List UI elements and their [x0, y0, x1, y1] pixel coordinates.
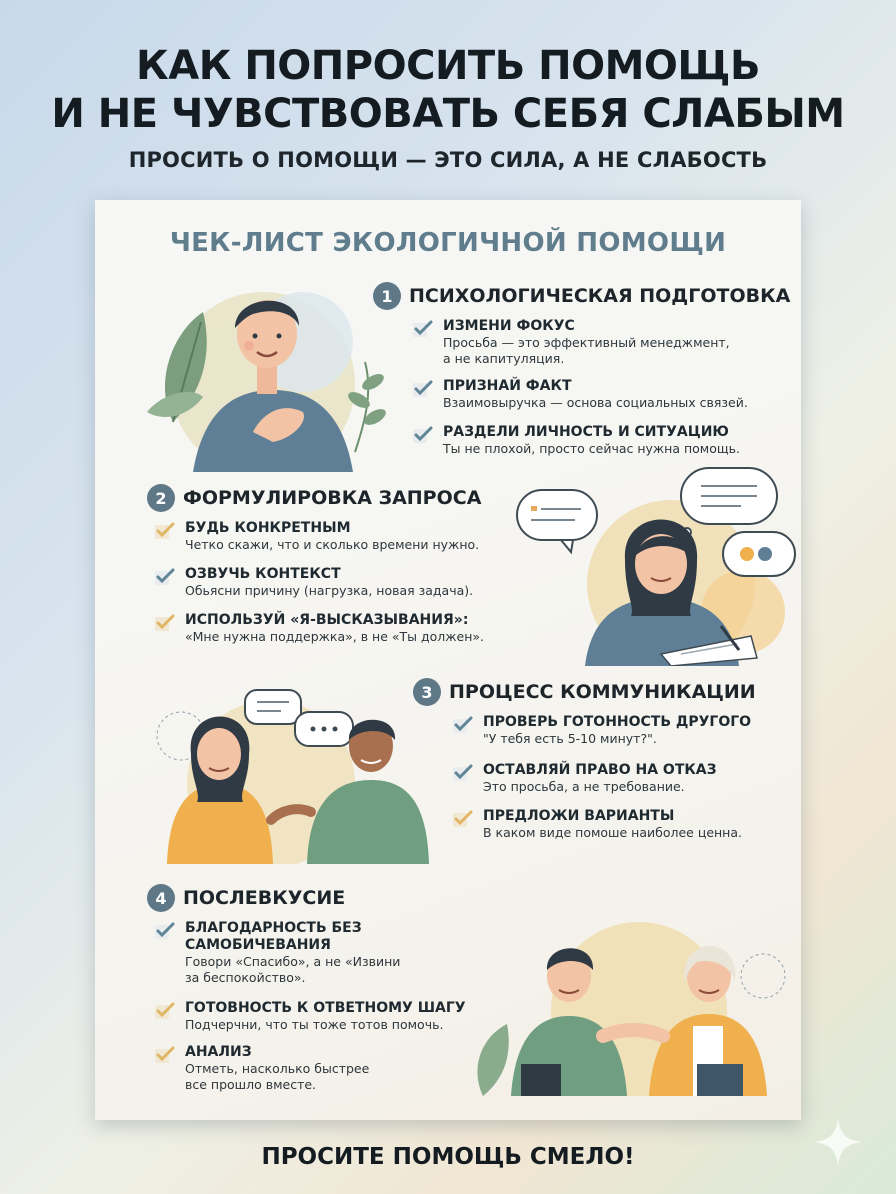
- section-title: ПРОЦЕСС КОММУНИКАЦИИ: [449, 681, 756, 703]
- item-description: «Мне нужна поддержка», в не «Ты должен».: [185, 629, 485, 644]
- checklist-item: [155, 520, 479, 553]
- speech-bubble-icon: [723, 532, 795, 576]
- illustration-handshake: [463, 896, 793, 1096]
- item-description: "У тебя есть 5-10 минут?".: [483, 731, 657, 746]
- checklist-item: [413, 318, 730, 367]
- footer-call-to-action: ПРОСИТЕ ПОМОЩЬ СМЕЛО!: [261, 1144, 635, 1170]
- section-number-badge: 4: [147, 884, 175, 912]
- checklist-item: [155, 1000, 466, 1033]
- check-icon: [155, 1002, 175, 1020]
- speech-bubble-icon: [295, 712, 353, 746]
- leaf-icon: [477, 1024, 508, 1096]
- item-description: а не капитуляция.: [443, 351, 565, 366]
- check-icon: [413, 380, 433, 398]
- item-title: ОЗВУЧЬ КОНТЕКСТ: [185, 566, 341, 582]
- card-title: ЧЕК-ЛИСТ ЭКОЛОГИЧНОЙ ПОМОЩИ: [169, 228, 727, 258]
- illustration-two-people-talking: [121, 684, 441, 864]
- item-description: Ты не плохой, просто сейчас нужна помощь.: [443, 441, 740, 456]
- section-title: ПОСЛЕВКУСИЕ: [183, 887, 346, 909]
- section-title: ПСИХОЛОГИЧЕСКАЯ ПОДГОТОВКА: [409, 285, 791, 307]
- checklist-item: [155, 566, 473, 599]
- item-title: БЛАГОДАРНОСТЬ БЕЗ: [185, 920, 362, 936]
- section-2-heading: [147, 484, 481, 512]
- illustration-woman-writing: [511, 466, 801, 666]
- item-description: В каком виде помоше наиболее ценна.: [483, 825, 742, 840]
- item-description: Просьба — это эффективный менеджмент,: [443, 335, 730, 350]
- item-title: БУДЬ КОНКРЕТНЫМ: [185, 520, 351, 536]
- page-title-line-1: КАК ПОПРОСИТЬ ПОМОЩЬ: [136, 43, 760, 89]
- page-title: [0, 42, 896, 138]
- item-description: Взаимовыручка — основа социальных связей.: [443, 395, 748, 410]
- checklist-item: [413, 378, 748, 411]
- item-description: Подчерчни, что ты тоже тотов помочь.: [185, 1017, 444, 1032]
- item-title: РАЗДЕЛИ ЛИЧНОСТЬ И СИТУАЦИЮ: [443, 424, 729, 440]
- item-description: Говори «Спасибо», а не «Извини: [185, 954, 401, 969]
- check-icon: [155, 614, 175, 632]
- item-title: ПРЕДЛОЖИ ВАРИАНТЫ: [483, 808, 675, 824]
- checklist-item: [155, 1044, 369, 1093]
- check-icon: [155, 1046, 175, 1064]
- checklist-item: [453, 762, 717, 795]
- check-icon: [155, 522, 175, 540]
- check-icon: [413, 426, 433, 444]
- section-4-heading: [147, 884, 345, 912]
- item-title: ПРОВЕРЬ ГОТОННОСТЬ ДРУГОГО: [483, 714, 752, 730]
- section-number-badge: 3: [413, 678, 441, 706]
- page-title-line-2: И НЕ ЧУВСТВОВАТЬ СЕБЯ СЛАБЫМ: [51, 91, 845, 137]
- item-description: все прошло вместе.: [185, 1077, 317, 1092]
- item-title: ГОТОВНОСТЬ К ОТВЕТНОМУ ШАГУ: [185, 1000, 466, 1016]
- section-number-badge: 2: [147, 484, 175, 512]
- item-description: Обьясни причину (нагрузка, новая задача).: [185, 583, 474, 598]
- item-title: АНАЛИЗ: [185, 1044, 252, 1060]
- check-icon: [155, 568, 175, 586]
- item-description: за беспокойство».: [185, 970, 306, 985]
- checklist-item: [413, 424, 740, 457]
- checklist-item: [155, 612, 484, 645]
- check-icon: [413, 320, 433, 338]
- checklist-card: [95, 200, 801, 1120]
- section-1-heading: [373, 282, 790, 310]
- item-description: Это просьба, а не требование.: [483, 779, 685, 794]
- item-title: ПРИЗНАЙ ФАКТ: [443, 378, 572, 394]
- checklist-item: [453, 808, 742, 841]
- item-title: САМОБИЧЕВАНИЯ: [185, 937, 331, 953]
- checklist-item: [453, 714, 751, 747]
- speech-bubble-icon: [245, 690, 301, 724]
- speech-bubble-icon: [517, 490, 597, 552]
- item-description: Четко скажи, что и сколько времени нужно.: [185, 537, 480, 552]
- item-title: ИСПОЛЬЗУЙ «Я-ВЫСКАЗЫВАНИЯ»:: [185, 612, 469, 628]
- check-icon: [453, 764, 473, 782]
- check-icon: [453, 716, 473, 734]
- illustration-man-hand-on-chest: [133, 272, 393, 472]
- check-icon: [155, 922, 175, 940]
- item-title: ОСТАВЛЯЙ ПРАВО НА ОТКАЗ: [483, 762, 717, 778]
- check-icon: [453, 810, 473, 828]
- sparkle-icon: [812, 1116, 864, 1168]
- checklist-item: [155, 920, 400, 986]
- item-title: ИЗМЕНИ ФОКУС: [443, 318, 575, 334]
- section-title: ФОРМУЛИРОВКА ЗАПРОСА: [183, 487, 482, 509]
- page-subtitle: ПРОСИТЬ О ПОМОЩИ — ЭТО СИЛА, А НЕ СЛАБОСТЬ: [128, 148, 768, 172]
- item-description: Отметь, насколько быстрее: [185, 1061, 370, 1076]
- section-3-heading: [413, 678, 756, 706]
- section-number-badge: 1: [373, 282, 401, 310]
